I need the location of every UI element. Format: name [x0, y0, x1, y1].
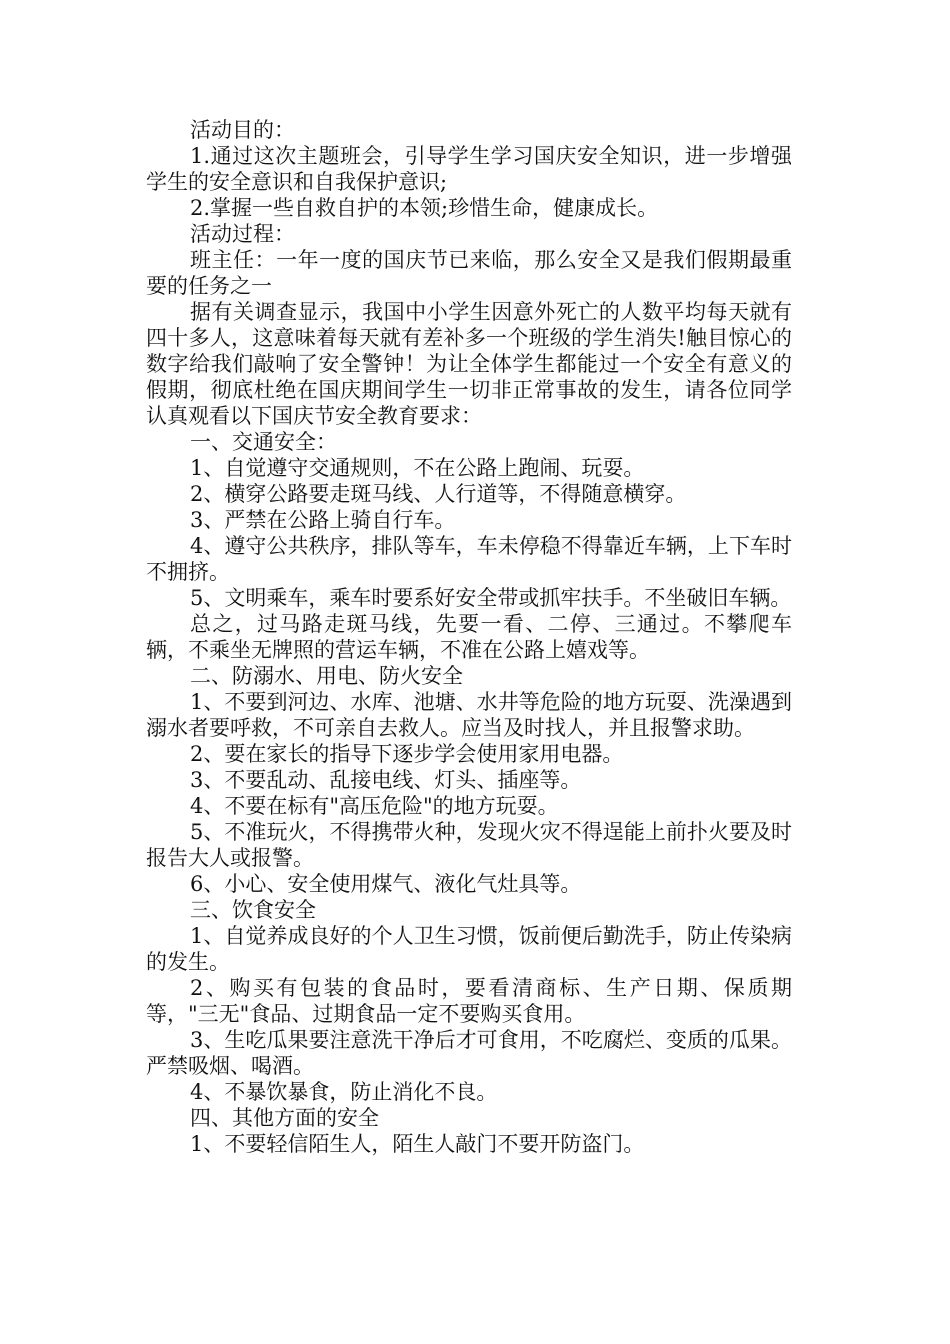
- list-item: 1、自觉遵守交通规则，不在公路上跑闹、玩耍。: [190, 456, 645, 480]
- paragraph-purpose-1: 1.通过这次主题班会，引导学生学习国庆安全知识，进一步增强学生的安全意识和自我保护意识;: [146, 144, 792, 194]
- paragraph-survey: 据有关调查显示，我国中小学生因意外死亡的人数平均每天就有四十多人，这意味着每天就有差补多一个班级的学生消失!触目惊心的数字给我们敲响了安全警钟！为让全体学生都能过一个安全有意义的假期，彻底杜绝在国庆期间学生一切非正常事故的发生，请各位同学认真观看以下国庆节安全教育要求：: [146, 300, 792, 428]
- list-item: 5、不准玩火，不得携带火种，发现火灾不得逞能上前扑火要及时报告大人或报警。: [146, 820, 792, 870]
- section-heading-traffic: 一、交通安全：: [190, 430, 337, 454]
- paragraph-purpose-2: 2.掌握一些自救自护的本领;珍惜生命，健康成长。: [190, 196, 659, 220]
- list-item: 4、遵守公共秩序，排队等车，车未停稳不得靠近车辆，上下车时不拥挤。: [146, 534, 792, 584]
- list-item: 4、不要在标有"高压危险"的地方玩耍。: [190, 794, 559, 818]
- list-item: 3、生吃瓜果要注意洗干净后才可食用，不吃腐烂、变质的瓜果。严禁吸烟、喝酒。: [146, 1028, 792, 1078]
- list-item: 4、不暴饮暴食，防止消化不良。: [190, 1080, 498, 1104]
- list-item: 1、不要轻信陌生人，陌生人敲门不要开防盗门。: [190, 1132, 645, 1156]
- paragraph-purpose-heading: 活动目的：: [190, 118, 295, 142]
- list-item: 3、严禁在公路上骑自行车。: [190, 508, 456, 532]
- section-heading-other: 四、其他方面的安全: [190, 1106, 379, 1130]
- paragraph-traffic-summary: 总之，过马路走斑马线，先要一看、二停、三通过。不攀爬车辆，不乘坐无牌照的营运车辆，不准在公路上嬉戏等。: [146, 612, 792, 662]
- section-heading-water-electric-fire: 二、防溺水、用电、防火安全: [190, 664, 463, 688]
- list-item: 5、文明乘车，乘车时要系好安全带或抓牢扶手。不坐破旧车辆。: [190, 586, 792, 610]
- list-item: 2、要在家长的指导下逐步学会使用家用电器。: [190, 742, 624, 766]
- list-item: 1、自觉养成良好的个人卫生习惯，饭前便后勤洗手，防止传染病的发生。: [146, 924, 792, 974]
- paragraph-process-heading: 活动过程：: [190, 222, 295, 246]
- document-body: [146, 117, 792, 1157]
- paragraph-teacher-intro: 班主任：一年一度的国庆节已来临，那么安全又是我们假期最重要的任务之一: [146, 248, 792, 298]
- list-item: 3、不要乱动、乱接电线、灯头、插座等。: [190, 768, 582, 792]
- list-item: 2、购买有包装的食品时，要看清商标、生产日期、保质期等，"三无"食品、过期食品一定不要购买食用。: [146, 976, 792, 1026]
- list-item: 6、小心、安全使用煤气、液化气灶具等。: [190, 872, 582, 896]
- section-heading-food: 三、饮食安全: [190, 898, 316, 922]
- list-item: 1、不要到河边、水库、池塘、水井等危险的地方玩耍、洗澡遇到溺水者要呼救，不可亲自去救人。应当及时找人，并且报警求助。: [146, 690, 792, 740]
- list-item: 2、横穿公路要走斑马线、人行道等，不得随意横穿。: [190, 482, 687, 506]
